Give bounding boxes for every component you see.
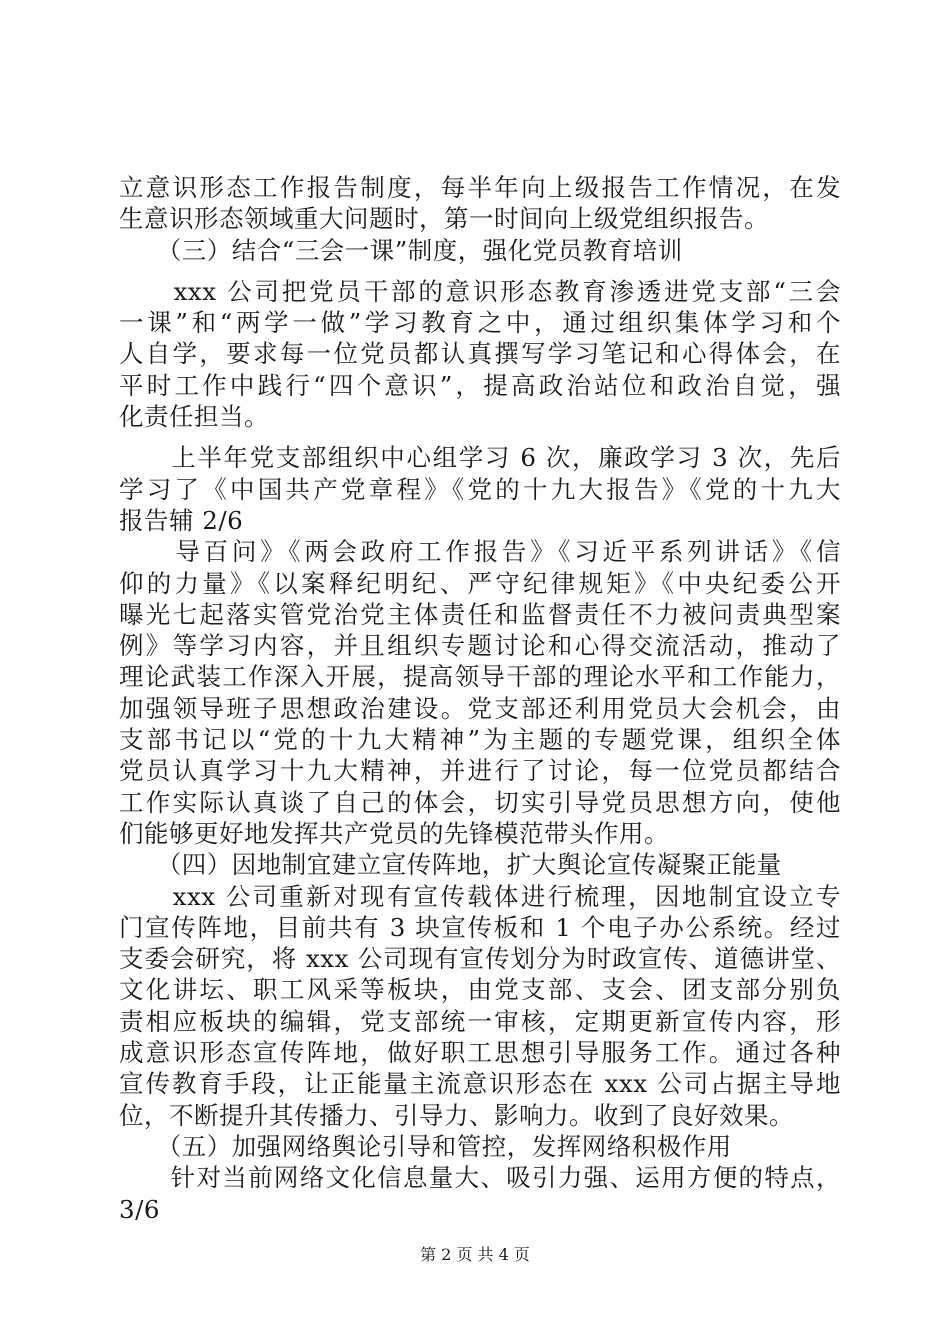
text-line: 报告辅 2/6 (119, 505, 244, 535)
text-line: 导百问》《两会政府工作报告》《习近平系列讲话》《信 (119, 537, 841, 567)
text-line: 门宣传阵地，目前共有 3 块宣传板和 1 个电子办公系统。经过 (119, 912, 841, 942)
text-line: 工作实际认真谈了自己的体会，切实引导党员思想方向，使他 (119, 787, 841, 817)
text-line: xxx 公司重新对现有宣传载体进行梳理，因地制宜设立专 (119, 881, 841, 911)
text-line: 生意识形态领域重大问题时，第一时间向上级党组织报告。 (119, 204, 769, 234)
text-line: 人自学，要求每一位党员都认真撰写学习笔记和心得体会，在 (119, 339, 841, 369)
text-line: xxx 公司把党员干部的意识形态教育渗透进党支部“三会 (119, 276, 841, 306)
text-line: 支部书记以“党的十九大精神”为主题的专题党课，组织全体 (119, 725, 841, 755)
text-line: 平时工作中践行“四个意识”，提高政治站位和政治自觉，强 (119, 370, 841, 400)
text-line: 宣传教育手段，让正能量主流意识形态在 xxx 公司占据主导地 (119, 1069, 841, 1099)
text-line: 理论武装工作深入开展，提高领导干部的理论水平和工作能力， (119, 662, 841, 692)
text-line: 文化讲坛、职工风采等板块，由党支部、支会、团支部分别负 (119, 975, 841, 1005)
section-heading: （四）因地制宜建立宣传阵地，扩大舆论宣传凝聚正能量 (119, 850, 782, 880)
text-line: 例》等学习内容，并且组织专题讨论和心得交流活动，推动了 (119, 631, 841, 661)
text-line: 位，不断提升其传播力、引导力、影响力。收到了良好效果。 (119, 1100, 794, 1130)
text-line: 支委会研究，将 xxx 公司现有宣传划分为时政宣传、道德讲堂、 (119, 944, 841, 974)
text-line: 责相应板块的编辑，党支部统一审核，定期更新宣传内容，形 (119, 1006, 841, 1036)
text-line: 上半年党支部组织中心组学习 6 次，廉政学习 3 次，先后 (119, 443, 841, 473)
text-line: 成意识形态宣传阵地，做好职工思想引导服务工作。通过各种 (119, 1038, 841, 1068)
text-line: 党员认真学习十九大精神，并进行了讨论，每一位党员都结合 (119, 756, 841, 786)
text-line: 针对当前网络文化信息量大、吸引力强、运用方便的特点， (119, 1163, 841, 1193)
section-heading: （五）加强网络舆论引导和管控，发挥网络积极作用 (119, 1131, 732, 1161)
text-line: 立意识形态工作报告制度，每半年向上级报告工作情况，在发 (119, 173, 841, 202)
document-body (119, 172, 841, 1225)
text-line: 学习了《中国共产党章程》《党的十九大报告》《党的十九大 (119, 474, 841, 504)
text-line: 们能够更好地发挥共产党员的先锋模范带头作用。 (119, 818, 669, 848)
text-line: 化责任担当。 (119, 402, 269, 432)
text-line: 一课”和“两学一做”学习教育之中，通过组织集体学习和个 (119, 308, 841, 338)
section-heading: （三）结合“三会一课”制度，强化党员教育培训 (119, 235, 683, 265)
text-line: 仰的力量》《以案释纪明纪、严守纪律规矩》《中央纪委公开 (119, 568, 841, 598)
page-fraction: 3/6 (119, 1194, 160, 1224)
text-line: 曝光七起落实管党治党主体责任和监督责任不力被问责典型案 (119, 599, 841, 629)
page-footer: 第 2 页 共 4 页 (420, 1245, 530, 1264)
text-line: 加强领导班子思想政治建设。党支部还利用党员大会机会，由 (119, 693, 841, 723)
